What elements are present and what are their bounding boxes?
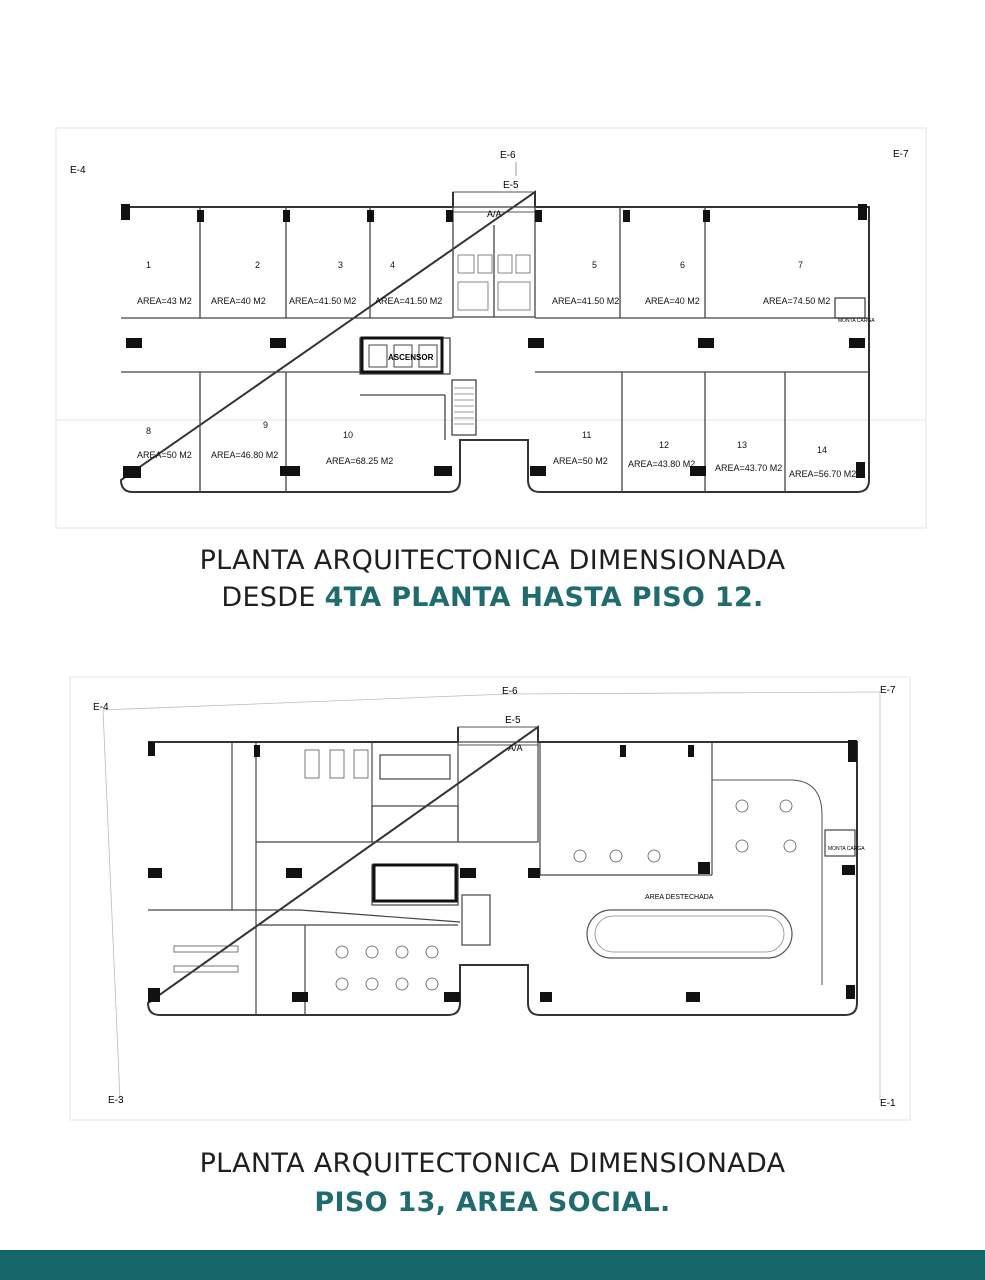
unit-number: 3 xyxy=(338,260,344,270)
unit-number: 7 xyxy=(798,260,804,270)
montacarga-label: MONTA CARGA xyxy=(838,318,875,324)
montacarga-label: MONTA CARGA xyxy=(828,846,865,852)
unit-number: 1 xyxy=(146,260,152,270)
pool xyxy=(587,910,792,958)
unit-area: AREA=46.80 M2 xyxy=(211,450,279,460)
axis-e7: E-7 xyxy=(880,685,896,696)
unit-area: AREA=41.50 M2 xyxy=(289,296,357,306)
unit-number: 5 xyxy=(592,260,598,270)
unit-number: 4 xyxy=(390,260,396,270)
unit-area: AREA=50 M2 xyxy=(137,450,192,460)
unit-number: 13 xyxy=(737,440,748,450)
unit-area: AREA=68.25 M2 xyxy=(326,456,394,466)
axis-e6: E-6 xyxy=(500,150,516,161)
caption-social-accent: PISO 13, AREA SOCIAL. xyxy=(314,1187,671,1218)
axis-e7: E-7 xyxy=(893,149,909,160)
axis-e5: E-5 xyxy=(505,715,521,726)
plan2-aa-label: A/A xyxy=(508,743,523,753)
area-destechada-label: AREA DESTECHADA xyxy=(645,894,714,901)
unit-number: 6 xyxy=(680,260,686,270)
unit-area: AREA=41.50 M2 xyxy=(375,296,443,306)
unit-area: AREA=40 M2 xyxy=(645,296,700,306)
unit-area: AREA=43 M2 xyxy=(137,296,192,306)
unit-number: 8 xyxy=(146,426,152,436)
caption-social-line1: PLANTA ARQUITECTONICA DIMENSIONADA xyxy=(199,1148,786,1179)
axis-e1: E-1 xyxy=(880,1098,896,1109)
unit-area: AREA=43.80 M2 xyxy=(628,459,696,469)
axis-e6: E-6 xyxy=(502,686,518,697)
caption-social-floor xyxy=(0,1148,985,1218)
unit-area: AREA=56.70 M2 xyxy=(789,469,857,479)
unit-number: 14 xyxy=(817,445,828,455)
caption-typical-accent: 4TA PLANTA HASTA PISO 12. xyxy=(324,582,764,613)
unit-number: 2 xyxy=(255,260,261,270)
caption-typical-plain: DESDE xyxy=(221,582,325,613)
axis-e3: E-3 xyxy=(108,1095,124,1106)
unit-area: AREA=41.50 M2 xyxy=(552,296,620,306)
axis-e4: E-4 xyxy=(93,702,109,713)
unit-area: AREA=40 M2 xyxy=(211,296,266,306)
axis-e5: E-5 xyxy=(503,180,519,191)
unit-area: AREA=43.70 M2 xyxy=(715,463,783,473)
axis-e4: E-4 xyxy=(70,165,86,176)
unit-area: AREA=74.50 M2 xyxy=(763,296,831,306)
plan1-aa-label: A/A xyxy=(487,209,502,219)
footer-bar xyxy=(0,1250,985,1280)
unit-number: 12 xyxy=(659,440,670,450)
elevator-label: ASCENSOR xyxy=(388,353,434,362)
caption-typical-line1: PLANTA ARQUITECTONICA DIMENSIONADA xyxy=(199,545,786,576)
unit-number: 9 xyxy=(263,420,269,430)
unit-number: 11 xyxy=(582,430,592,440)
plan2-columns xyxy=(148,740,857,1002)
unit-number: 10 xyxy=(343,430,354,440)
unit-area: AREA=50 M2 xyxy=(553,456,608,466)
